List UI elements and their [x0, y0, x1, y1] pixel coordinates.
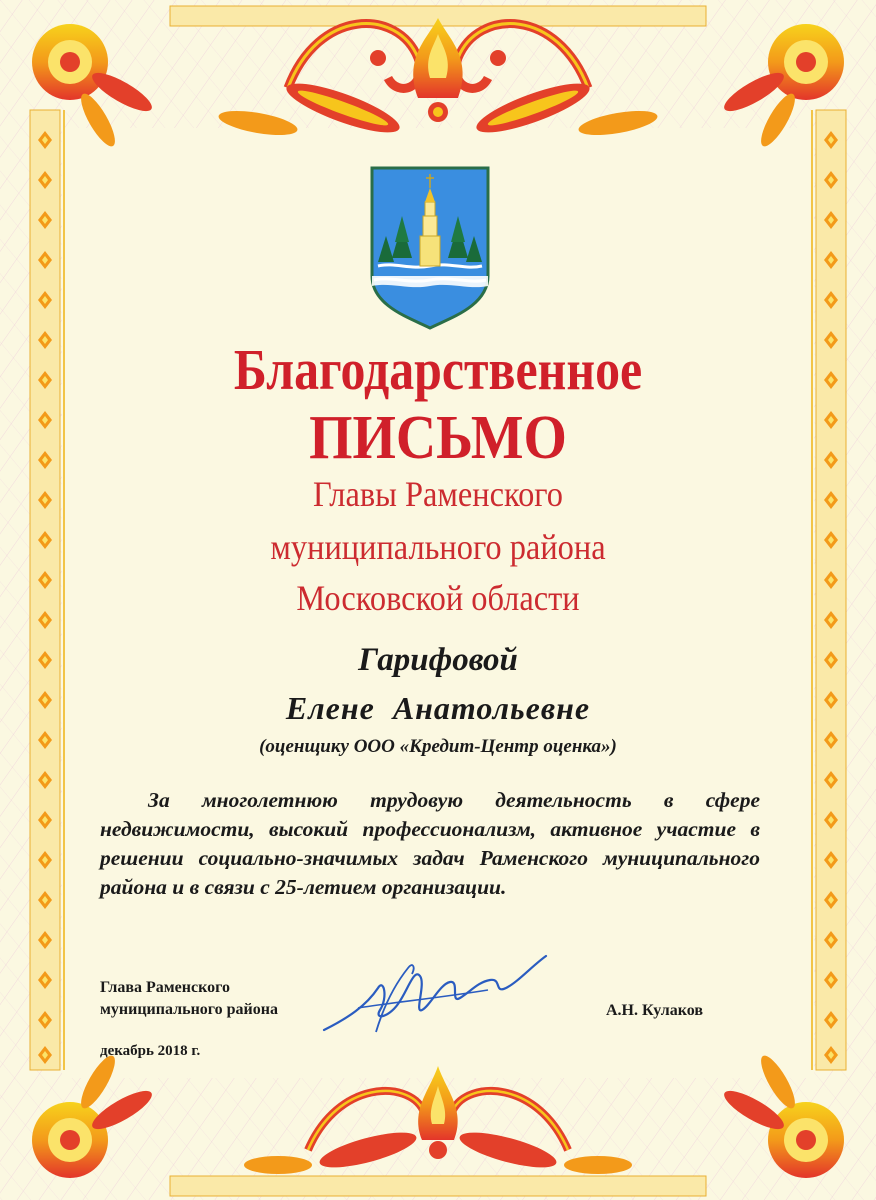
letter-title-line1: Благодарственное [233, 337, 643, 402]
signatory-title-line2: муниципального района [100, 1001, 278, 1018]
signatory-title-line1: Глава Раменского [100, 979, 230, 996]
letter-body: За многолетнюю трудовую деятельность в сфере недвижимости, высокий профессионализм, активное участие в решении социально-значимых задач Раменского муниципального района и в связи с 25-летием организации. [100, 788, 760, 899]
recipient-surname: Гарифовой [358, 642, 518, 678]
letter-title-line2: ПИСЬМО [309, 404, 567, 472]
letter-date: декабрь 2018 г. [100, 1043, 201, 1059]
issuer-line3: Московской области [296, 578, 580, 618]
signatory-title [100, 977, 278, 1021]
issuer-line1: Главы Раменского [312, 474, 564, 514]
recipient-given-names: Елене Анатольевне [285, 690, 591, 726]
issuer-line2: муниципального района [270, 527, 606, 567]
handwritten-signature [318, 948, 568, 1043]
signatory-name: А.Н. Кулаков [606, 1002, 704, 1019]
coat-of-arms [370, 166, 490, 330]
recipient-position: (оценщику ООО «Кредит-Центр оценка») [259, 736, 617, 757]
